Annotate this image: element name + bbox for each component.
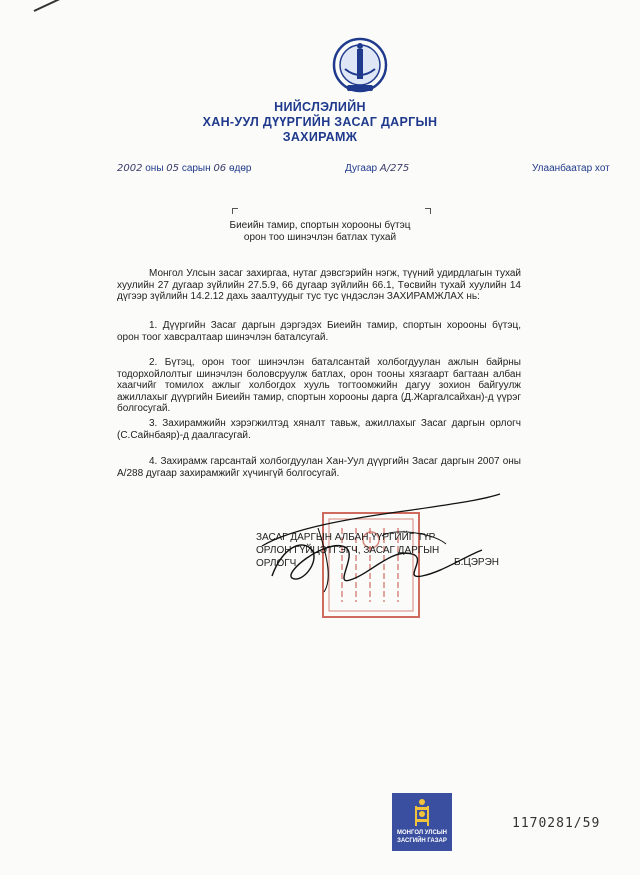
soyombo-icon [415, 798, 429, 828]
header-line-1: НИЙСЛЭЛИЙН [274, 100, 366, 114]
clause-3: 3. Захирамжийн хэрэгжилтэд хяналт тавьж, ажиллахыг Засаг даргын орлогч (С.Сайнбаяр)-д даалгасугай. [117, 418, 521, 441]
date-year-suffix: оны [145, 163, 164, 174]
logo-text-line-1: МОНГОЛ УЛСЫН [397, 830, 447, 836]
clause-2: 2. Бүтэц, орон тоог шинэчлэн баталсантай холбогдуулан ажлын байрны тодорхойлолтыг шинэчлэн боловсруулж батлах, орон тооны хязгаарт багтаан албан хаагчийг томилох ажлыг холбогдох хууль тогтоомжийн дагуу зохион байгуулж ажиллахыг дүүргийн Биеийн тамир, спортын хорооны дарга (Д.Жаргалсайхан)-д үүрэг болгосугай. [117, 357, 521, 414]
signer-title-line-1: ЗАСАГ ДАРГЫН АЛБАН ҮҮРГИЙГ ТҮР [256, 532, 436, 543]
header-line-3: ЗАХИРАМЖ [282, 130, 358, 144]
state-emblem-icon [331, 35, 389, 97]
decree-date [117, 163, 251, 174]
decree-number [345, 163, 409, 174]
header-line-2: ХАН-УУЛ ДҮҮРГИЙН ЗАСАГ ДАРГЫН [202, 115, 438, 129]
government-logo [392, 793, 452, 851]
logo-text-line-2: ЗАСГИЙН ГАЗАР [397, 838, 447, 844]
number-value: А/275 [379, 163, 410, 174]
pen-mark [34, 0, 73, 12]
date-day: 06 [213, 163, 227, 174]
registration-number: 1170281/59 [512, 816, 601, 831]
preamble-paragraph: Монгол Улсын засаг захиргаа, нутаг дэвсгэрийн нэгж, түүний удирдлагын тухай хуулийн 27 дугаар зүйлийн 27.5.9, 66 дугаар зүйлийн 66.1, Төсвийн тухай хуулийн 14 дүгээр зүйлийн 14.2.12 дахь заалтуудыг тус тус үндэслэн ЗАХИРАМЖЛАХ нь: [117, 268, 521, 302]
subject-corner-left [232, 208, 238, 214]
signer-title-line-2: ОРЛОН ГҮЙЦЭТГЭГЧ, ЗАСАГ ДАРГЫН [256, 545, 440, 556]
issuing-authority [0, 100, 640, 145]
subject-line-2: орон тоо шинэчлэн батлах тухай [243, 232, 397, 243]
signer-name: Б.ЦЭРЭН [454, 557, 500, 568]
date-month: 05 [166, 163, 180, 174]
subject-corner-right [425, 208, 431, 214]
handwritten-signature [232, 488, 512, 598]
date-day-suffix: өдөр [228, 163, 252, 174]
date-month-suffix: сарын [181, 163, 211, 174]
decree-place: Улаанбаатар хот [532, 163, 610, 174]
clause-4: 4. Захирамж гарсантай холбогдуулан Хан-Уул дүүргийн Засаг даргын 2007 оны А/288 дугаар захирамжийг хүчингүй болгосугай. [117, 456, 521, 479]
number-label: Дугаар [345, 163, 378, 174]
subject-line-1: Биеийн тамир, спортын хорооны бүтэц [229, 220, 411, 231]
date-year: 2002 [117, 163, 143, 174]
decree-subject [0, 220, 640, 244]
clause-1: 1. Дүүргийн Засаг даргын дэргэдэх Биеийн тамир, спортын хорооны бүтэц, орон тоог хавсралтаар шинэчлэн баталсугай. [117, 320, 521, 343]
signer-title-line-3: ОРЛОГЧ [256, 558, 297, 569]
